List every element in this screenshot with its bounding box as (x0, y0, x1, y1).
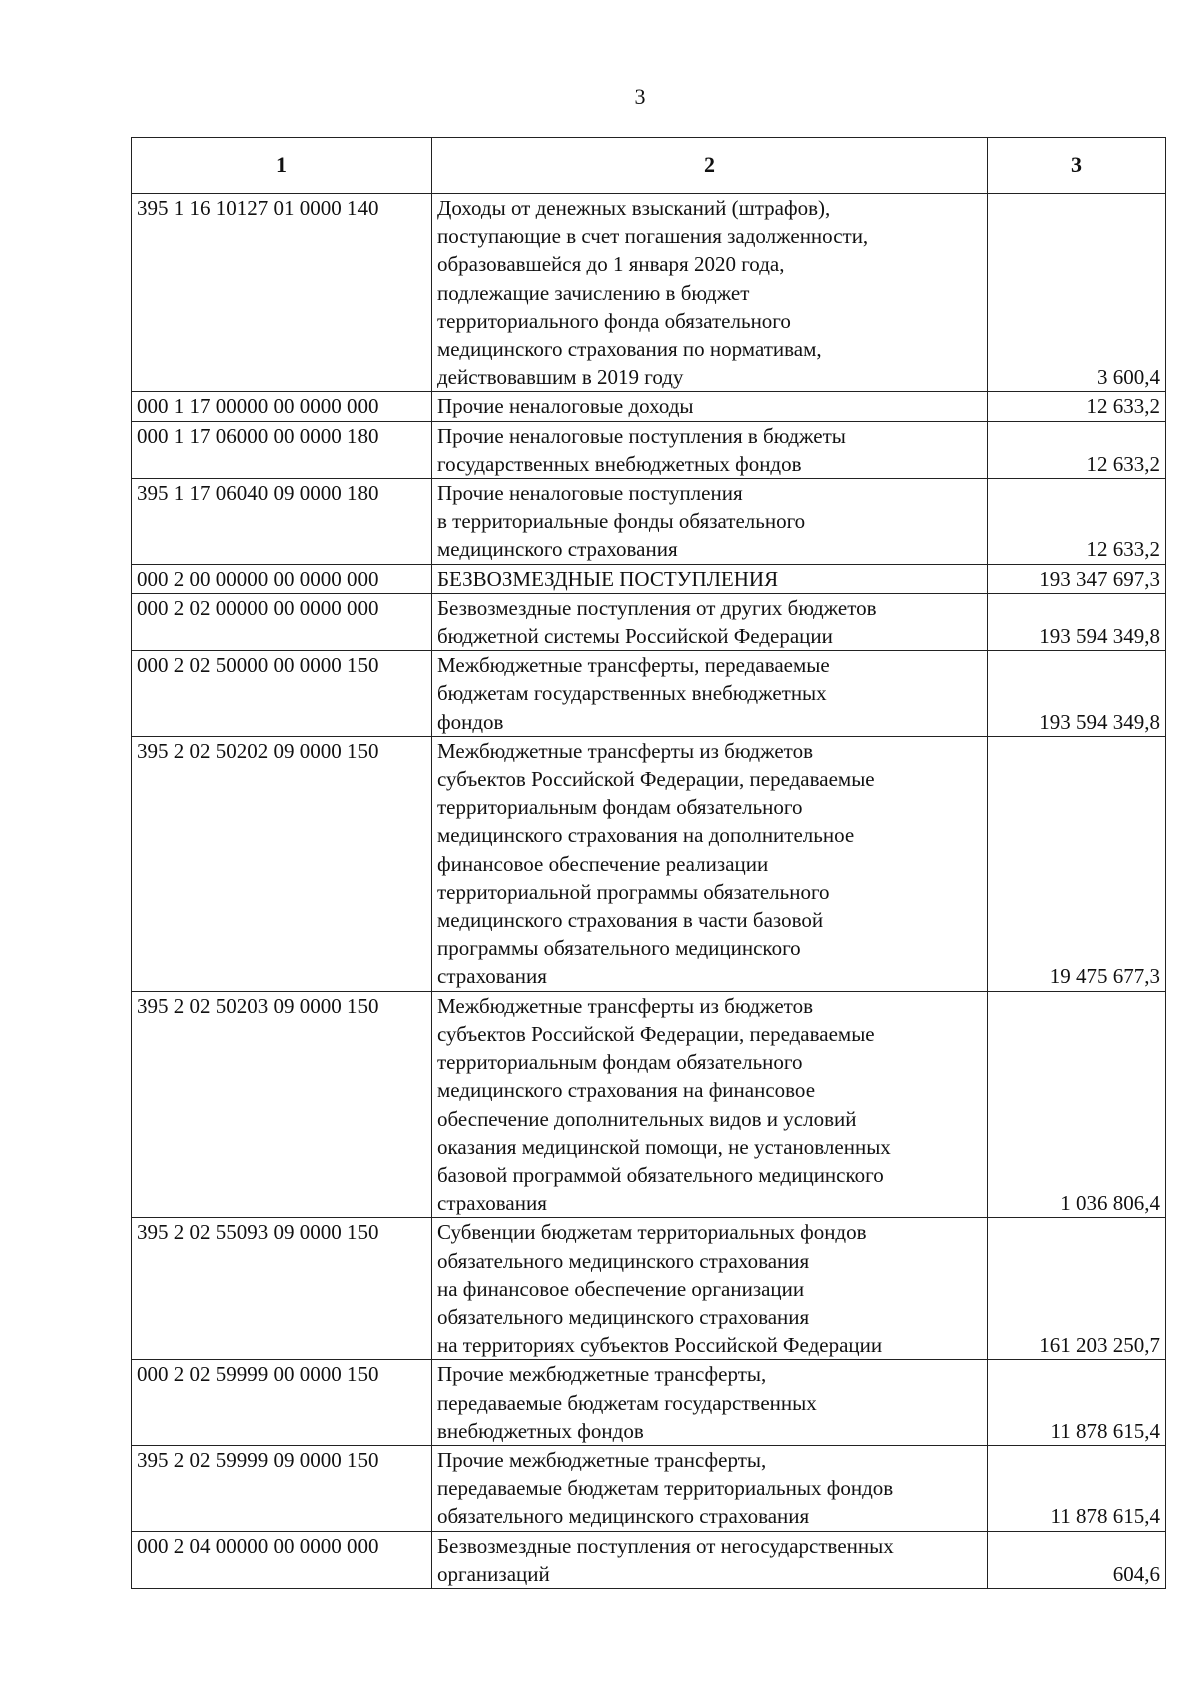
description-line: Прочие межбюджетные трансферты, (437, 1447, 767, 1472)
table-row (132, 1531, 1166, 1588)
description-line: Прочие неналоговые доходы (437, 394, 694, 419)
description-line: действовавшим в 2019 году (437, 365, 684, 390)
table-row (132, 194, 1166, 392)
description-cell (432, 991, 988, 1218)
description-cell (432, 651, 988, 737)
description-cell (432, 392, 988, 421)
amount-cell: 11 878 615,4 (988, 1445, 1166, 1531)
description-line: бюджетам государственных внебюджетных (437, 681, 827, 706)
table-header-row (132, 138, 1166, 194)
description-line: обязательного медицинского страхования (437, 1304, 810, 1329)
description-line: территориального фонда обязательного (437, 308, 791, 333)
description-line: государственных внебюджетных фондов (437, 451, 802, 476)
table-row (132, 392, 1166, 421)
description-line: на территориях субъектов Российской Федерации (437, 1333, 883, 1358)
budget-code-cell: 000 2 00 00000 00 0000 000 (132, 564, 432, 593)
table-row (132, 421, 1166, 478)
description-line: медицинского страхования в части базовой (437, 908, 824, 933)
description-cell (432, 593, 988, 650)
table-row (132, 479, 1166, 565)
table-row (132, 1360, 1166, 1446)
description-cell (432, 1218, 988, 1360)
description-line: территориальным фондам обязательного (437, 1050, 803, 1075)
amount-cell: 193 594 349,8 (988, 651, 1166, 737)
description-line: Безвозмездные поступления от негосударственных (437, 1533, 894, 1558)
amount-cell: 11 878 615,4 (988, 1360, 1166, 1446)
amount-cell: 19 475 677,3 (988, 736, 1166, 991)
description-line: медицинского страхования на дополнительное (437, 823, 855, 848)
description-line: подлежащие зачислению в бюджет (437, 280, 750, 305)
amount-cell: 161 203 250,7 (988, 1218, 1166, 1360)
description-line: Прочие неналоговые поступления в бюджеты (437, 423, 846, 448)
description-cell (432, 421, 988, 478)
description-line: передаваемые бюджетам государственных (437, 1390, 817, 1415)
budget-code-cell: 000 2 02 59999 00 0000 150 (132, 1360, 432, 1446)
table-row (132, 736, 1166, 991)
description-cell (432, 564, 988, 593)
description-line: внебюджетных фондов (437, 1418, 644, 1443)
budget-code-cell: 000 1 17 00000 00 0000 000 (132, 392, 432, 421)
budget-code-cell: 395 2 02 59999 09 0000 150 (132, 1445, 432, 1531)
description-line: образовавшейся до 1 января 2020 года, (437, 252, 785, 277)
budget-code-cell: 395 2 02 55093 09 0000 150 (132, 1218, 432, 1360)
budget-code-cell: 395 1 17 06040 09 0000 180 (132, 479, 432, 565)
description-line: медицинского страхования на финансовое (437, 1078, 816, 1103)
description-line: территориальной программы обязательного (437, 879, 830, 904)
description-line: Доходы от денежных взысканий (штрафов), (437, 196, 831, 220)
description-line: Прочие неналоговые поступления (437, 481, 743, 506)
description-line: Межбюджетные трансферты из бюджетов (437, 993, 813, 1018)
description-line: в территориальные фонды обязательного (437, 509, 806, 534)
description-cell (432, 1445, 988, 1531)
description-line: субъектов Российской Федерации, передаваемые (437, 767, 875, 792)
description-line: базовой программой обязательного медицинского (437, 1162, 884, 1187)
budget-code-cell: 000 2 02 50000 00 0000 150 (132, 651, 432, 737)
amount-cell: 193 594 349,8 (988, 593, 1166, 650)
description-line: оказания медицинской помощи, не установленных (437, 1134, 891, 1159)
description-cell (432, 1531, 988, 1588)
description-line: медицинского страхования (437, 537, 678, 562)
amount-cell: 604,6 (988, 1531, 1166, 1588)
description-line: обязательного медицинского страхования (437, 1248, 810, 1273)
description-cell (432, 194, 988, 392)
table-row (132, 991, 1166, 1218)
description-line: БЕЗВОЗМЕЗДНЫЕ ПОСТУПЛЕНИЯ (437, 566, 779, 591)
description-line: медицинского страхования по нормативам, (437, 337, 822, 362)
description-line: Прочие межбюджетные трансферты, (437, 1362, 767, 1387)
budget-code-cell: 395 1 16 10127 01 0000 140 (132, 194, 432, 392)
description-line: организаций (437, 1561, 550, 1586)
budget-revenue-table (131, 137, 1166, 1589)
table-row (132, 1445, 1166, 1531)
amount-cell: 1 036 806,4 (988, 991, 1166, 1218)
table-row (132, 1218, 1166, 1360)
table-row (132, 564, 1166, 593)
description-line: территориальным фондам обязательного (437, 795, 803, 820)
description-line: Безвозмездные поступления от других бюджетов (437, 595, 877, 620)
column-header-amount: 3 (988, 138, 1166, 194)
column-header-code: 1 (132, 138, 432, 194)
amount-cell: 12 633,2 (988, 392, 1166, 421)
amount-cell: 3 600,4 (988, 194, 1166, 392)
description-line: субъектов Российской Федерации, передаваемые (437, 1021, 875, 1046)
description-line: Межбюджетные трансферты, передаваемые (437, 653, 830, 678)
amount-cell: 193 347 697,3 (988, 564, 1166, 593)
description-line: фондов (437, 709, 504, 734)
description-cell (432, 479, 988, 565)
description-line: страхования (437, 1191, 547, 1216)
description-line: передаваемые бюджетам территориальных фондов (437, 1476, 894, 1501)
budget-code-cell: 395 2 02 50202 09 0000 150 (132, 736, 432, 991)
amount-cell: 12 633,2 (988, 421, 1166, 478)
description-line: финансовое обеспечение реализации (437, 851, 769, 876)
budget-code-cell: 395 2 02 50203 09 0000 150 (132, 991, 432, 1218)
description-line: Межбюджетные трансферты из бюджетов (437, 738, 813, 763)
description-line: программы обязательного медицинского (437, 936, 801, 961)
description-cell (432, 736, 988, 991)
table-row (132, 651, 1166, 737)
amount-cell: 12 633,2 (988, 479, 1166, 565)
description-line: обеспечение дополнительных видов и условий (437, 1106, 857, 1131)
budget-code-cell: 000 1 17 06000 00 0000 180 (132, 421, 432, 478)
description-line: Субвенции бюджетам территориальных фондов (437, 1220, 867, 1245)
description-line: на финансовое обеспечение организации (437, 1276, 805, 1301)
description-line: бюджетной системы Российской Федерации (437, 624, 833, 649)
column-header-description: 2 (432, 138, 988, 194)
table-row (132, 593, 1166, 650)
description-line: поступающие в счет погашения задолженности, (437, 224, 869, 249)
description-line: обязательного медицинского страхования (437, 1504, 810, 1529)
budget-code-cell: 000 2 04 00000 00 0000 000 (132, 1531, 432, 1588)
description-cell (432, 1360, 988, 1446)
description-line: страхования (437, 964, 547, 989)
table-body (132, 194, 1166, 1589)
page-number: 3 (634, 84, 646, 109)
budget-code-cell: 000 2 02 00000 00 0000 000 (132, 593, 432, 650)
